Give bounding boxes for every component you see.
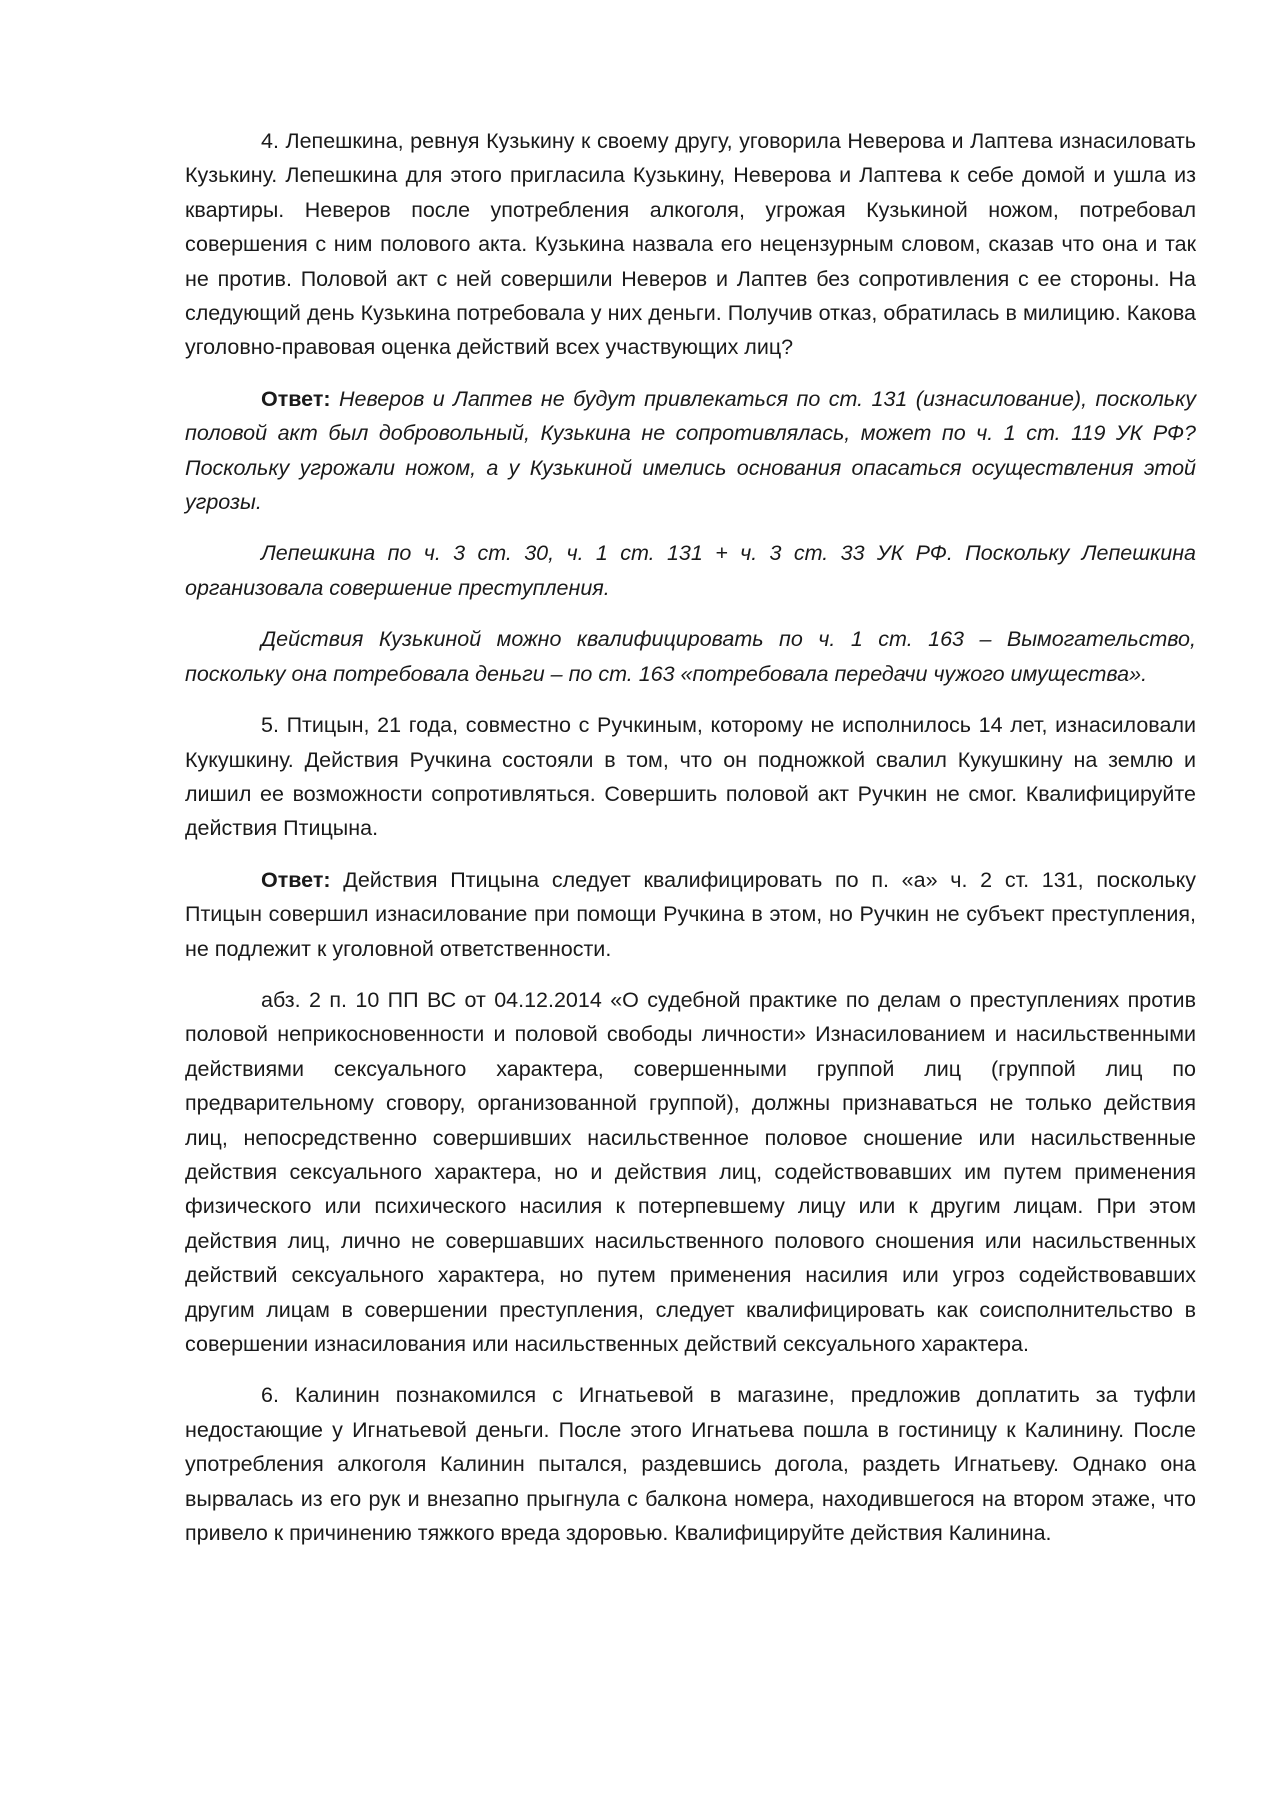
task-4-answer-paragraph bbox=[185, 382, 1196, 520]
task-5-paragraph: 5. Птицын, 21 года, совместно с Ручкиным, которому не исполнилось 14 лет, изнасиловали Кукушкину. Действия Ручкина состояли в том, что он подножкой свалил Кукушкину на землю и лишил ее возможности сопротивляться. Совершить половой акт Ручкин не смог. Квалифицируйте действия Птицына. bbox=[185, 713, 1196, 841]
answer-text: Неверов и Лаптев не будут привлекаться по ст. 131 (изнасилование), поскольку половой акт был добровольный, Кузькина не сопротивлялась, может по ч. 1 ст. 119 УК РФ? Поскольку угрожали ножом, а у Кузькиной имелись основания опасаться осуществления этой угрозы. bbox=[185, 386, 1196, 515]
task-5-answer-paragraph bbox=[185, 863, 1196, 966]
task-5-court-ruling-paragraph: абз. 2 п. 10 ПП ВС от 04.12.2014 «О судебной практике по делам о преступлениях против половой неприкосновенности и половой свободы личности» Изнасилованием и насильственными действиями сексуального характера, совершенными группой лиц (группой лиц по предварительному сговору, организованной группой), должны признаваться не только действия лиц, непосредственно совершивших насильственное половое сношение или насильственные действия сексуального характера, но и действия лиц, содействовавших им путем применения физического или психического насилия к потерпевшему лицу или к другим лицам. При этом действия лиц, лично не совершавших насильственного полового сношения или насильственных действий сексуального характера, но путем применения насилия или угроз содействовавших другим лицам в совершении преступления, следует квалифицировать как соисполнительство в совершении изнасилования или насильственных действий сексуального характера. bbox=[185, 987, 1196, 1356]
document-body bbox=[185, 124, 1196, 1567]
answer-label: Ответ: bbox=[261, 867, 331, 892]
task-4-answer-lepeshkina: Лепешкина по ч. 3 ст. 30, ч. 1 ст. 131 + ч. 3 ст. 33 УК РФ. Поскольку Лепешкина организовала совершение преступления. bbox=[185, 541, 1196, 600]
task-6-paragraph: 6. Калинин познакомился с Игнатьевой в магазине, предложив доплатить за туфли недостающие у Игнатьевой деньги. После этого Игнатьева пошла в гостиницу к Калинину. После употребления алкоголя Калинин пытался, раздевшись догола, раздеть Игнатьеву. Однако она вырвалась из его рук и внезапно прыгнула с балкона номера, находившегося на втором этаже, что привело к причинению тяжкого вреда здоровью. Квалифицируйте действия Калинина. bbox=[185, 1383, 1196, 1546]
answer-text: Действия Птицына следует квалифицировать по п. «а» ч. 2 ст. 131, поскольку Птицын совершил изнасилование при помощи Ручкина в этом, но Ручкин не субъект преступления, не подлежит к уголовной ответственности. bbox=[185, 867, 1196, 961]
answer-label: Ответ: bbox=[261, 386, 331, 411]
task-4-answer-kuzkina: Действия Кузькиной можно квалифицировать по ч. 1 ст. 163 – Вымогательство, поскольку она потребовала деньги – по ст. 163 «потребовала передачи чужого имущества». bbox=[185, 627, 1196, 686]
task-4-paragraph: 4. Лепешкина, ревнуя Кузькину к своему другу, уговорила Неверова и Лаптева изнасиловать Кузькину. Лепешкина для этого пригласила Кузькину, Неверова и Лаптева к себе домой и ушла из квартиры. Неверов после употребления алкоголя, угрожая Кузькиной ножом, потребовал совершения с ним полового акта. Кузькина назвала его нецензурным словом, сказав что она и так не против. Половой акт с ней совершили Неверов и Лаптев без сопротивления с ее стороны. На следующий день Кузькина потребовала у них деньги. Получив отказ, обратилась в милицию. Какова уголовно-правовая оценка действий всех участвующих лиц? bbox=[185, 129, 1196, 360]
